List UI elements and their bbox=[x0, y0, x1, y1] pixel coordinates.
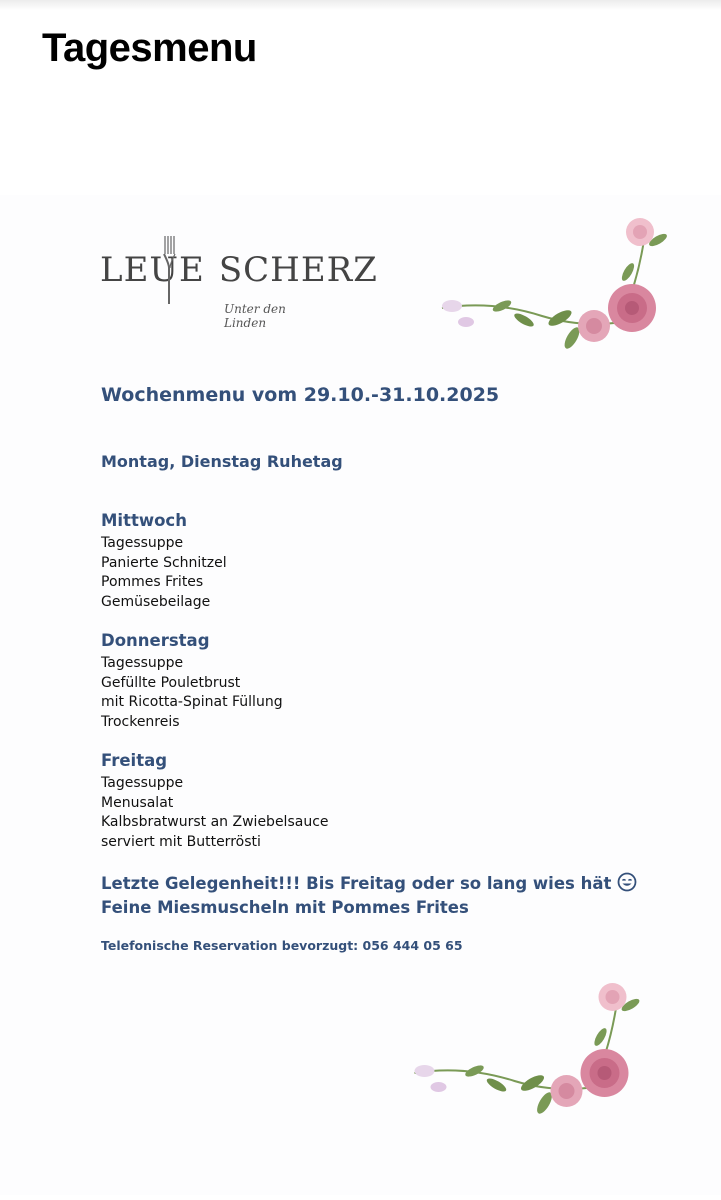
day-block-mittwoch bbox=[101, 510, 227, 612]
special-line-2: Feine Miesmuscheln mit Pommes Frites bbox=[101, 898, 469, 917]
logo-name-right: SCHERZ bbox=[218, 250, 378, 290]
special-line-1 bbox=[101, 872, 637, 896]
reservation-note: Telefonische Reservation bevorzugt: 056 444 05 65 bbox=[101, 938, 463, 953]
menu-item: mit Ricotta-Spinat Füllung bbox=[101, 694, 283, 710]
logo-subtitle: Unter den Linden bbox=[224, 302, 286, 330]
special-offer bbox=[101, 872, 637, 920]
menu-item: Tagessuppe bbox=[101, 655, 184, 671]
menu-item: Gemüsebeilage bbox=[101, 593, 211, 610]
menu-item: Tagessuppe bbox=[101, 775, 184, 791]
menu-item: Panierte Schnitzel bbox=[101, 554, 227, 571]
menu-item: Kalbsbratwurst an Zwiebelsauce bbox=[101, 814, 329, 830]
day-block-freitag bbox=[101, 750, 329, 852]
menu-item: serviert mit Butterrösti bbox=[101, 833, 261, 850]
page-title: Tagesmenu bbox=[42, 26, 257, 70]
day-title: Freitag bbox=[101, 751, 168, 770]
logo-name-left: LEUE bbox=[100, 250, 205, 290]
smiley-icon bbox=[617, 872, 637, 892]
menu-item: Trockenreis bbox=[101, 713, 180, 730]
day-block-donnerstag bbox=[101, 630, 283, 732]
menu-item: Tagessuppe bbox=[101, 535, 184, 551]
special-line-1-text: Letzte Gelegenheit!!! Bis Freitag oder so lang wies hät bbox=[101, 874, 612, 893]
rose-decoration bbox=[432, 210, 682, 370]
day-title: Mittwoch bbox=[101, 511, 187, 530]
top-shadow bbox=[0, 0, 721, 10]
menu-item: Pommes Frites bbox=[101, 574, 204, 590]
fork-icon bbox=[162, 234, 176, 306]
menu-item: Gefüllte Pouletbrust bbox=[101, 674, 241, 691]
menu-item: Menusalat bbox=[101, 794, 174, 811]
restaurant-logo bbox=[100, 232, 378, 330]
rose-decoration-bottom bbox=[402, 975, 657, 1135]
rest-days: Montag, Dienstag Ruhetag bbox=[101, 452, 343, 471]
week-title: Wochenmenu vom 29.10.-31.10.2025 bbox=[101, 384, 500, 406]
day-title: Donnerstag bbox=[101, 631, 210, 650]
logo-wordmark bbox=[100, 250, 378, 290]
